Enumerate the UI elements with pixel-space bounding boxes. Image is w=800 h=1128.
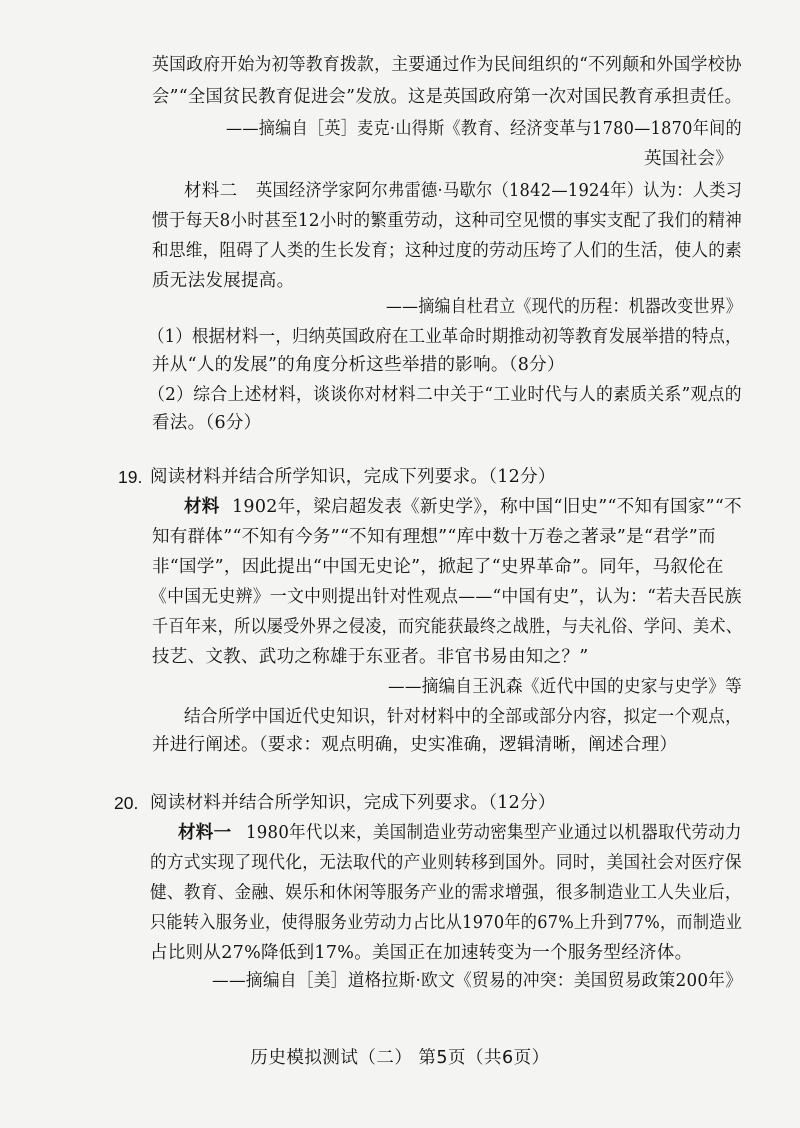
material-2-text-line: 质无法发展提高。 xyxy=(152,271,295,291)
material-2-text-line: 英国经济学家阿尔弗雷德·马歇尔（1842—1924年）认为：人类习 xyxy=(256,181,743,201)
question-19-task: 结合所学中国近代史知识，针对材料中的全部或部分内容，拟定一个观点， xyxy=(184,707,743,727)
question-19-material-line: 知有群体”“不知有今务”“不知有理想”“库中数十万卷之著录”是“君学”而 xyxy=(152,527,716,547)
question-19-number: 19. xyxy=(118,467,143,487)
question-20-number: 20. xyxy=(114,793,139,813)
question-19-heading: 阅读材料并结合所学知识，完成下列要求。（12分） xyxy=(150,467,556,487)
question-19-material-line: 非“国学”，因此提出“中国无史论”，掀起了“史界革命”。同年，马叙伦在 xyxy=(152,557,724,577)
question-20-material-line: 的方式实现了现代化，无法取代的产业则转移到国外。同时，美国社会对医疗保 xyxy=(150,853,742,873)
question-19-material-line: 1902年，梁启超发表《新史学》，称中国“旧史”“不知有国家”“不 xyxy=(232,497,742,517)
question-19-material-line: 《中国无史辨》一文中则提出针对性观点——“中国有史”，认为：“若夫吾民族 xyxy=(150,587,742,607)
source-citation: ——摘编自杜君立《现代的历程：机器改变世界》 xyxy=(386,297,742,317)
source-citation: ——摘编自［英］麦克·山得斯《教育、经济变革与1780—1870年间的 xyxy=(226,119,742,139)
question-20-material-line: 占比则从27%降低到17%。美国正在加速转变为一个服务型经济体。 xyxy=(150,943,693,963)
sub-question-1: 并从“人的发展”的角度分析这些举措的影响。（8分） xyxy=(152,355,565,375)
material-2-text-line: 和思维，阻碍了人类的生长发育；这种过度的劳动压垮了人们的生活，使人的素 xyxy=(152,241,742,261)
sub-question-2: （2）综合上述材料，谈谈你对材料二中关于“工业时代与人的素质关系”观点的 xyxy=(148,385,742,405)
material-2-text-line: 惯于每天8小时甚至12小时的繁重劳动，这种司空见惯的事实支配了我们的精神 xyxy=(152,211,742,231)
question-20-material-line: 只能转入服务业，使得服务业劳动力占比从1970年的67%上升到77%，而制造业 xyxy=(150,913,743,933)
material-2-label: 材料二 xyxy=(184,181,238,201)
source-citation: ——摘编自［美］道格拉斯·欧文《贸易的冲突：美国贸易政策200年》 xyxy=(212,971,743,991)
question-20-heading: 阅读材料并结合所学知识，完成下列要求。（12分） xyxy=(150,793,556,813)
material-1-text-line: 英国政府开始为初等教育拨款，主要通过作为民间组织的“不列颠和外国学校协 xyxy=(152,55,742,75)
question-20-material-line: 健、教育、金融、娱乐和休闲等服务产业的需求增强，很多制造业工人失业后， xyxy=(150,883,742,903)
sub-question-2: 看法。（6分） xyxy=(152,413,262,433)
question-20-material-1-label: 材料一 xyxy=(178,823,232,843)
question-20-material-line: 1980年代以来，美国制造业劳动密集型产业通过以机器取代劳动力 xyxy=(246,823,742,843)
question-19-material-line: 千百年来，所以屡受外界之侵凌，而究能获最终之战胜，与夫礼俗、学问、美术、 xyxy=(152,617,743,637)
question-19-material-line: 技艺、文教、武功之称雄于东亚者。非官书易由知之？” xyxy=(152,647,589,667)
sub-question-1: （1）根据材料一，归纳英国政府在工业革命时期推动初等教育发展举措的特点， xyxy=(148,327,742,347)
source-citation: ——摘编自王汎森《近代中国的史家与史学》等 xyxy=(388,677,743,697)
question-19-task: 并进行阐述。（要求：观点明确，史实准确，逻辑清晰，阐述合理） xyxy=(152,735,678,755)
source-citation: 英国社会》 xyxy=(644,149,733,169)
question-19-material-label: 材料 xyxy=(184,497,220,517)
material-1-text-line: 会”“全国贫民教育促进会”发放。这是英国政府第一次对国民教育承担责任。 xyxy=(152,87,743,107)
page-footer: 历史模拟测试（二） 第5页（共6页） xyxy=(250,1048,550,1068)
